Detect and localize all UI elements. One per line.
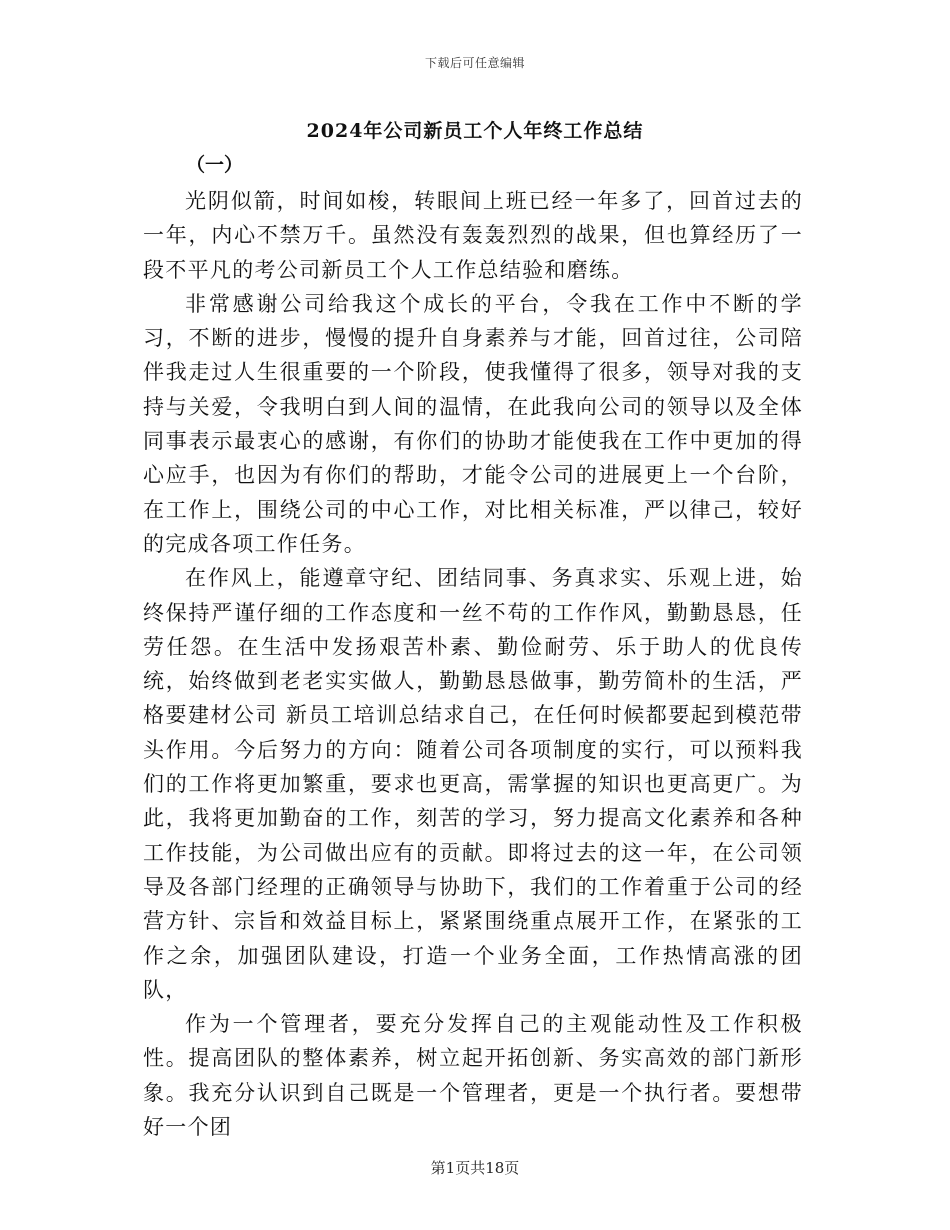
paragraph-2: 非常感谢公司给我这个成长的平台，令我在工作中不断的学习，不断的进步，慢慢的提升自身素养与才能，回首过往，公司陪伴我走过人生很重要的一个阶段，使我懂得了很多，领导对我的支持与关爱，令我明白到人间的温情，在此我向公司的领导以及全体同事表示最衷心的感谢，有你们的协助才能使我在工作中更加的得心应手，也因为有你们的帮助，才能令公司的进展更上一个台阶，在工作上，围绕公司的中心工作，对比相关标准，严以律己，较好的完成各项工作任务。	[143, 291, 803, 556]
page-footer-page-number: 第1页共18页	[430, 1159, 520, 1177]
document-title: 2024年公司新员工个人年终工作总结	[306, 120, 644, 142]
section-label: （一）	[186, 154, 244, 176]
paragraph-1: 光阴似箭，时间如梭，转眼间上班已经一年多了，回首过去的一年，内心不禁万千。虽然没有轰轰烈烈的战果，但也算经历了一段不平凡的考公司新员工个人工作总结验和磨练。	[143, 189, 803, 282]
page-header-note: 下载后可任意编辑	[424, 56, 525, 70]
document-body	[143, 184, 803, 1144]
paragraph-4: 作为一个管理者，要充分发挥自己的主观能动性及工作积极性。提高团队的整体素养，树立起开拓创新、务实高效的部门新形象。我充分认识到自己既是一个管理者，更是一个执行者。要想带好一个团	[143, 1012, 803, 1140]
paragraph-3: 在作风上，能遵章守纪、团结同事、务真求实、乐观上进，始终保持严谨仔细的工作态度和一丝不苟的工作作风，勤勤恳恳，任劳任怨。在生活中发扬艰苦朴素、勤俭耐劳、乐于助人的优良传统，始终做到老老实实做人，勤勤恳恳做事，勤劳简朴的生活，严格要建材公司 新员工培训总结求自己，在任何时候都要起到模范带头作用。今后努力的方向：随着公司各项制度的实行，可以预料我们的工作将更加繁重，要求也更高，需掌握的知识也更高更广。为此，我将更加勤奋的工作，刻苦的学习，努力提高文化素养和各种工作技能，为公司做出应有的贡献。即将过去的这一年，在公司领导及各部门经理的正确领导与协助下，我们的工作着重于公司的经营方针、宗旨和效益目标上，紧紧围绕重点展开工作，在紧张的工作之余，加强团队建设，打造一个业务全面，工作热情高涨的团队，	[143, 566, 803, 1002]
